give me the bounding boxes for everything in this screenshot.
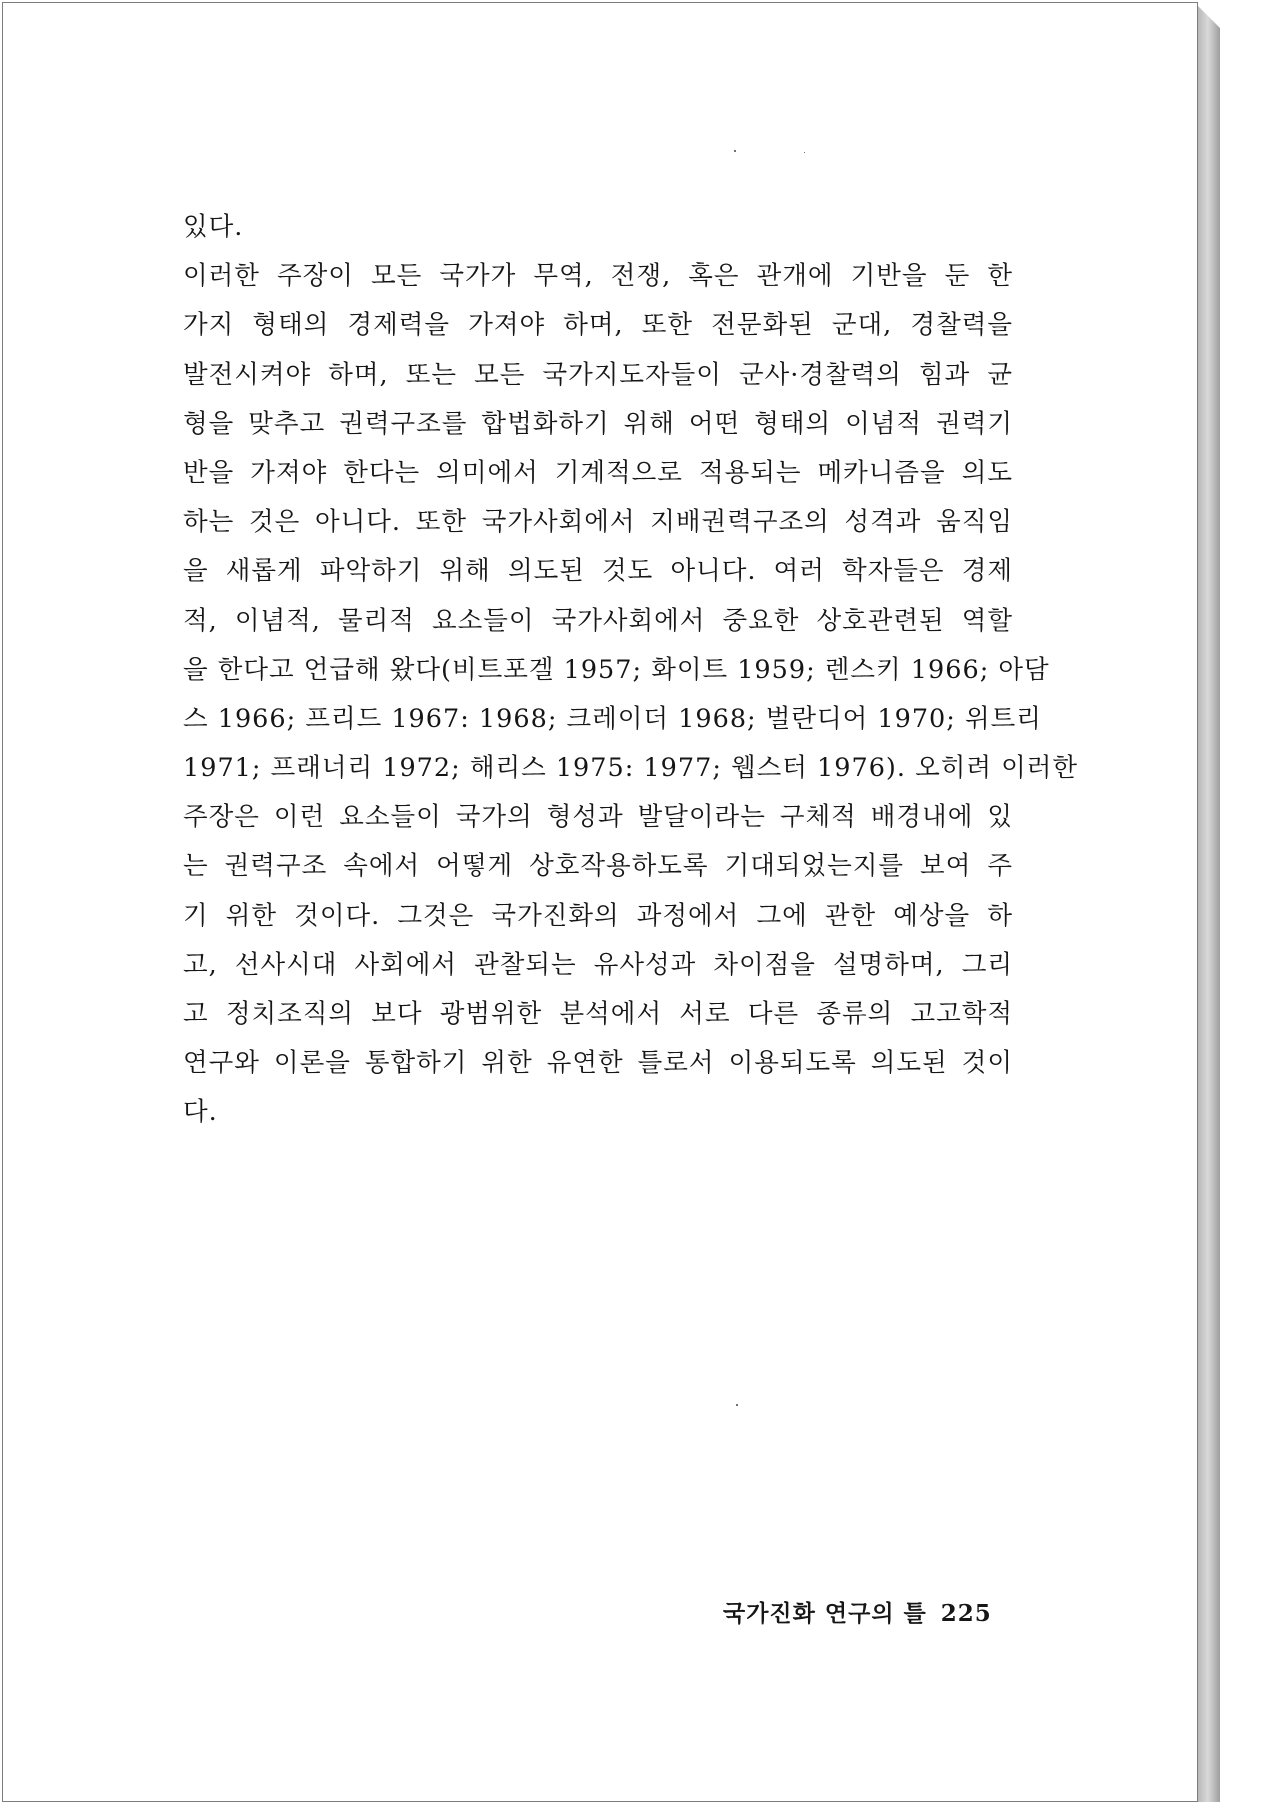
text-line: 있다. (183, 212, 244, 242)
text-line: 1971; 프래너리 1972; 해리스 1975: 1977; 웹스터 1976). 오히려 이러한 (183, 753, 1078, 784)
text-line: 고, 선사시대 사회에서 관찰되는 유사성과 차이점을 설명하며, 그리 (183, 949, 1013, 980)
page-edge (1198, 6, 1220, 1802)
text-line: 스 1966; 프리드 1967: 1968; 크레이더 1968; 벌란디어 1970; 위트리 (183, 703, 1042, 734)
text-line: 을 한다고 언급해 왔다(비트포겔 1957; 화이트 1959; 렌스키 1966; 아담 (183, 654, 1050, 685)
running-footer (723, 1595, 992, 1628)
text-line: 발전시켜야 하며, 또는 모든 국가지도자들이 군사·경찰력의 힘과 균 (183, 359, 1013, 390)
text-line: 가지 형태의 경제력을 가져야 하며, 또한 전문화된 군대, 경찰력을 (183, 310, 1013, 341)
page-number: 225 (940, 1600, 992, 1627)
text-line: 기 위한 것이다. 그것은 국가진화의 과정에서 그에 관한 예상을 하 (183, 900, 1013, 931)
text-line: 고 정치조직의 보다 광범위한 분석에서 서로 다른 종류의 고고학적 (183, 999, 1013, 1029)
book-page (2, 2, 1198, 1802)
text-line: 형을 맞추고 권력구조를 합법화하기 위해 어떤 형태의 이념적 권력기 (183, 408, 1013, 439)
text-line: 주장은 이런 요소들이 국가의 형성과 발달이라는 구체적 배경내에 있 (183, 802, 1013, 833)
text-line: 이러한 주장이 모든 국가가 무역, 전쟁, 혹은 관개에 기반을 둔 한 (183, 261, 1013, 292)
text-line: 을 새롭게 파악하기 위해 의도된 것도 아니다. 여러 학자들은 경제 (183, 556, 1013, 587)
text-line: 하는 것은 아니다. 또한 국가사회에서 지배권력구조의 성격과 움직임 (183, 507, 1013, 538)
text-line: 연구와 이론을 통합하기 위한 유연한 틀로서 이용되도록 의도된 것이 (183, 1048, 1013, 1079)
text-line: 적, 이념적, 물리적 요소들이 국가사회에서 중요한 상호관련된 역할 (183, 605, 1013, 636)
text-line: 다. (183, 1097, 218, 1128)
running-title: 국가진화 연구의 틀 (723, 1600, 927, 1627)
scan-speck (804, 152, 805, 153)
scan-speck (734, 150, 736, 152)
scan-speck (736, 1404, 738, 1406)
text-line: 반을 가져야 한다는 의미에서 기계적으로 적용되는 메카니즘을 의도 (183, 457, 1013, 488)
text-line: 는 권력구조 속에서 어떻게 상호작용하도록 기대되었는지를 보여 주 (183, 851, 1013, 882)
body-paragraph (183, 203, 1078, 1138)
